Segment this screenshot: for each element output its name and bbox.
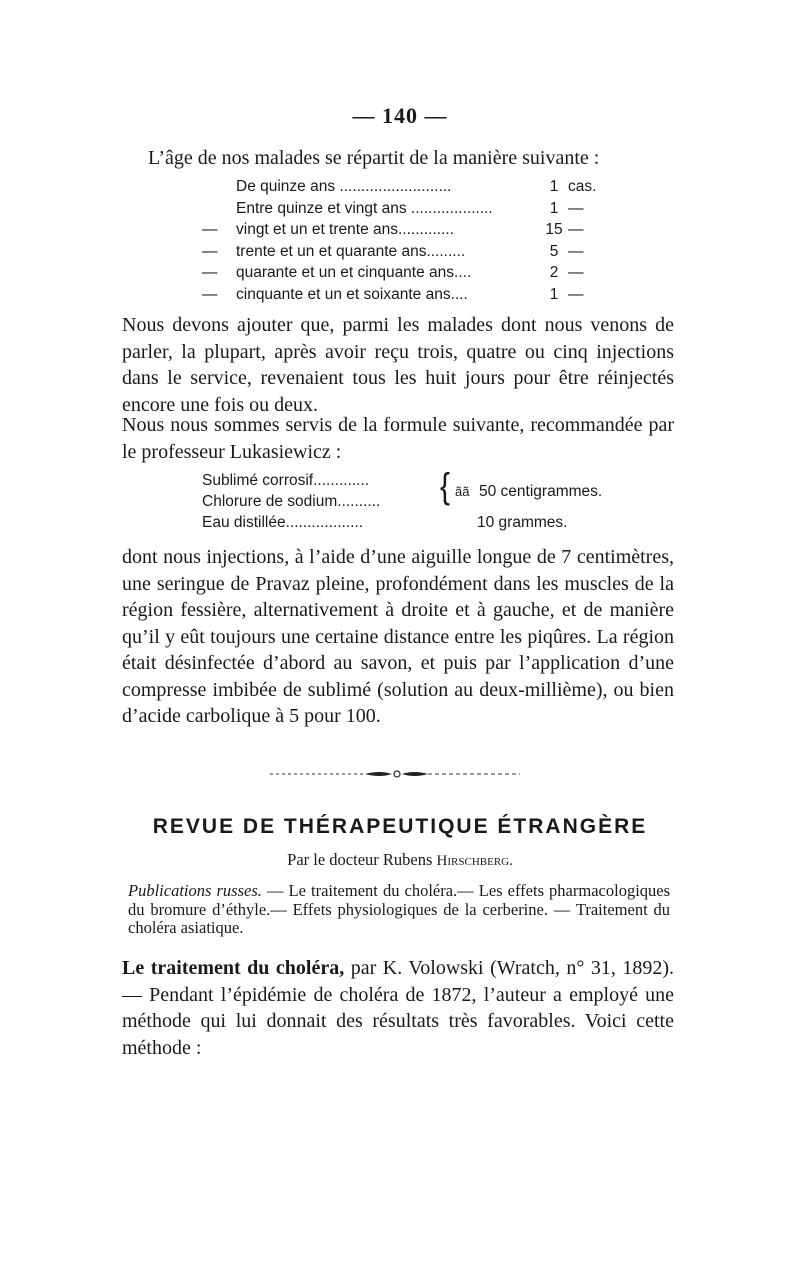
formula-amount: 50 centigrammes. [479,483,603,500]
age-label: trente et un et quarante ans......... [236,242,466,260]
paragraph-cholera-treatment [122,955,674,1061]
byline [0,850,800,870]
paragraph-reinjection: Nous devons ajouter que, parmi les malades dont nous venons de parler, la plupart, après avoir reçu trois, quatre ou cinq injections dans le service, revenaient tous les huit jours pour être réinjectés encore une fois ou deux. [122,314,674,416]
age-count: 5 [549,242,559,260]
age-row [202,262,597,284]
intro-sentence: L’âge de nos malades se répartit de la manière suivante : [148,147,600,169]
row-dash: — [202,221,218,238]
age-unit: — [568,285,584,303]
age-unit: — [568,199,584,217]
formula-amount: 10 grammes. [477,514,568,531]
age-row [202,241,597,263]
age-label: quarante et un et cinquante ans.... [236,264,472,281]
row-dash: — [202,242,218,260]
paragraph-lead: Le traitement du choléra, [122,957,345,979]
formula-ingredient: Eau distillée.................. [202,514,364,531]
age-unit: cas. [568,178,597,195]
formula-brace: { [440,466,451,507]
section-divider-ornament [270,767,520,781]
age-label: vingt et un et trente ans............. [236,221,454,238]
age-count: 1 [549,199,559,217]
row-dash: — [202,264,218,281]
age-unit: — [568,221,584,238]
section-title: REVUE DE THÉRAPEUTIQUE ÉTRANGÈRE [152,815,648,838]
age-count: 1 [549,285,559,303]
age-count: 1 [549,178,559,195]
age-count: 15 [545,221,563,238]
row-dash: — [202,285,218,303]
paragraph-formula-intro: Nous nous sommes servis de la formule suivante, recommandée par le professeur Lukasiewicz : [122,414,674,463]
age-distribution-table [202,176,597,305]
age-label: Entre quinze et vingt ans ................... [236,199,493,217]
age-row [202,176,597,198]
summary-text: — Le traitement du choléra.— Les effets pharmacologiques du bromure d’éthyle.— Effets physiologiques de la cerberine. — Traitement du choléra asiatique. [128,881,671,937]
age-label: De quinze ans .......................... [236,178,452,195]
paragraph-injection-method: dont nous injections, à l’aide d’une aiguille longue de 7 centimètres, une seringue de Pravaz pleine, profondément dans les muscles de la région fessière, alternativement à droite et à gauche, et de manière qu’il y eût toujours une certaine distance entre les piqûres. La région était désinfectée d’abord au savon, et puis par l’application d’une compresse imbibée de sublimé (solution au deux-millième), ou bien d’acide carbolique à 5 pour 100. [122,546,674,727]
formula-block [202,466,632,533]
paragraph-text: par K. Volowski (Wratch, n° 31, 1892). — Pendant l’épidémie de choléra de 1872, l’auteur a employé une méthode qui lui donnait des résultats très favorables. Voici cette méthode : [122,957,674,1059]
section-summary [128,882,670,938]
age-label: cinquante et un et soixante ans.... [236,285,468,303]
byline-prefix: Par le docteur Rubens [287,850,433,869]
summary-lead: Publications russes. [128,881,262,900]
age-row [202,219,597,241]
age-row [202,198,597,220]
age-count: 2 [549,264,559,281]
formula-ingredient: Sublimé corrosif............. [202,472,370,489]
page-number: — 140 — [352,103,448,128]
age-row [202,284,597,306]
author-name: Hirschberg. [436,853,513,869]
formula-ana-mark: ãã [455,484,470,499]
age-unit: — [568,242,584,260]
formula-row [202,512,632,533]
formula-ingredient: Chlorure de sodium.......... [202,493,381,510]
age-unit: — [568,264,584,281]
